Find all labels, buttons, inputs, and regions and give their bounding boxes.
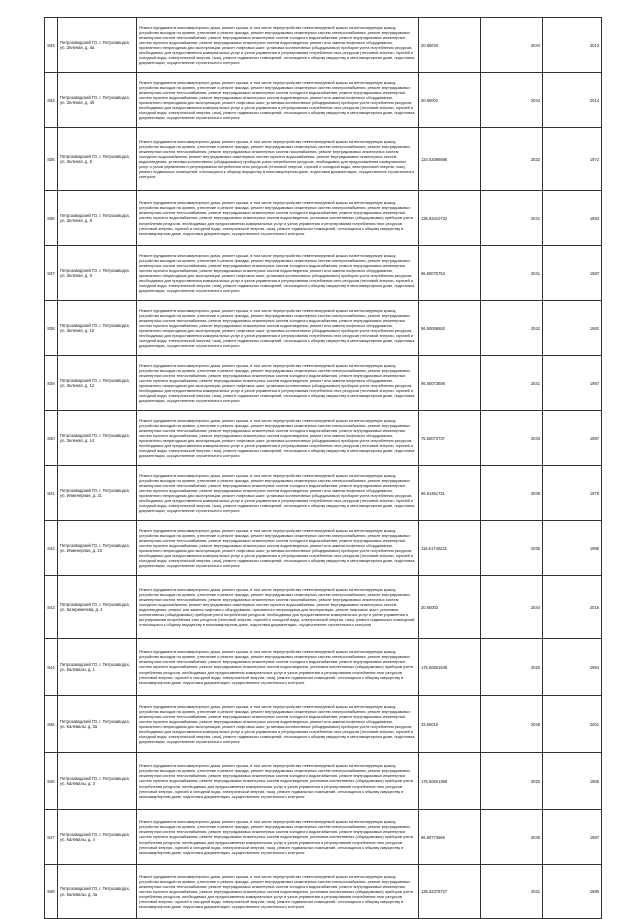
row-address-text: Петрозаводский ГО, г. Петрозаводск, ул. Зеленая, д. 5 <box>60 153 130 164</box>
row-cost-text: 135.52378727 <box>421 889 448 894</box>
table-row <box>45 810 602 865</box>
row-cost <box>419 576 481 639</box>
row-address-text: Петрозаводский ГО, г. Петрозаводск, ул. Калевалы, д. 1 <box>60 661 130 672</box>
row-number-text: 847 <box>47 834 55 840</box>
table-row <box>45 696 602 753</box>
row-built-year-text: 1972 <box>589 156 599 162</box>
row-cost <box>419 753 481 810</box>
row-cost <box>419 246 481 301</box>
table-row <box>45 865 602 919</box>
row-address <box>58 73 137 128</box>
row-cost-text: 96.51361731 <box>421 490 445 496</box>
row-works-text: Ремонт фундамента многоквартирного дома, ремонт крыши, в том числе переустройство невентилируемой крыши на вентилируемую крышу, устройство выходов на кровлю, утепление и ремонт фасада, ремонт внутридомовых инженерных систем электроснабжения, ремонт внутридомовых инженерных систем теплоснабжения, ремонт внутридомовых инженерных систем газоснабжения, ремонт внутридомовых инженерных систем холодного водоснабжения, ремонт внутридомовых инженерных систем горячего водоснабжения, ремонт внутридомовых инженерных систем водоотведения, установка коллективных (общедомовых) приборов учета потребления ресурсов, необходимых для предоставления коммунальных услуг и узлов управления и регулирования потребления этих ресурсов (тепловой энергии, горячей и холодной воды, электрической энергии, газа), ремонт подвальных помещений, относящихся к общему имуществу в многоквартирном доме, подготовка документации, осуществление строительного контроля <box>139 138 414 180</box>
row-number <box>45 411 58 466</box>
row-year <box>481 466 543 521</box>
row-cost <box>419 810 481 865</box>
row-cost <box>419 18 481 73</box>
row-cost-text: 96.50073686 <box>421 380 445 386</box>
row-works-text: Ремонт фундамента многоквартирного дома, ремонт крыши, в том числе переустройство невентилируемой крыши на вентилируемую крышу, устройство выходов на кровлю, утепление и ремонт фасада, ремонт внутридомовых инженерных систем электроснабжения, ремонт внутридомовых инженерных систем теплоснабжения, ремонт внутридомовых инженерных систем холодного водоснабжения, ремонт внутридомовых инженерных систем горячего водоснабжения, ремонт внутридомовых инженерных систем водоотведения, установка коллективных (общедомовых) приборов учета потребления ресурсов, необходимых для предоставления коммунальных услуг и узлов управления и регулирования потребления этих ресурсов (тепловой энергии, горячей и холодной воды, электрической энергии, газа), ремонт подвальных помещений, относящихся к общему имуществу в многоквартирном доме, подготовка документации, осуществление строительного контроля <box>139 200 413 236</box>
row-built-year-text: 1987 <box>589 435 599 441</box>
table-row <box>45 466 602 521</box>
row-number <box>45 466 58 521</box>
row-year-text: 2032 <box>530 156 540 162</box>
row-works <box>137 810 419 865</box>
row-built-year-text: 1987 <box>589 834 599 840</box>
row-works-text: Ремонт фундамента многоквартирного дома, ремонт крыши, в том числе переустройство невентилируемой крыши на вентилируемую крышу, устройство выходов на кровлю, утепление и ремонт фасада, ремонт внутридомовых инженерных систем электроснабжения, ремонт внутридомовых инженерных систем теплоснабжения, ремонт внутридомовых инженерных систем холодного водоснабжения, ремонт внутридомовых инженерных систем горячего водоснабжения, ремонт внутридомовых инженерных систем водоотведения, ремонт или замена лифтового оборудования, признанного непригодным для эксплуатации, ремонт лифтовых шахт, установка коллективных (общедомовых) приборов учета потребления ресурсов, необходимых для предоставления коммунальных услуг и узлов управления и регулирования потребления этих ресурсов (тепловой энергии, горячей и холодной воды, электрической энергии, газа), ремонт подвальных помещений, относящихся к общему имуществу в многоквартирном доме, подготовка документации, осуществление строительного контроля <box>139 252 415 294</box>
row-cost <box>419 411 481 466</box>
row-works <box>137 356 419 411</box>
row-address-text: Петрозаводский ГО, г. Петрозаводск, ул. Калевалы, д. 4а <box>60 886 130 897</box>
row-year-text: 2044 <box>530 604 540 610</box>
row-year-text: 2042 <box>530 325 540 331</box>
row-year-text: 2041 <box>530 270 540 276</box>
row-number-text: 841 <box>47 490 55 496</box>
row-cost-text: 33.50015 <box>421 721 439 727</box>
row-number <box>45 810 58 865</box>
row-year <box>481 301 543 356</box>
row-works <box>137 696 419 753</box>
table-row <box>45 73 602 128</box>
row-address-text: Петрозаводский ГО, г. Петрозаводск, ул. Зеленая, д. 4б <box>60 94 130 105</box>
row-cost-text: 20.60002 <box>421 97 439 103</box>
row-works <box>137 73 419 128</box>
row-cost <box>419 865 481 919</box>
row-address <box>58 301 137 356</box>
row-number <box>45 356 58 411</box>
row-address-text: Петрозаводский ГО, г. Петрозаводск, ул. Зеленая, д. 9 <box>60 267 130 278</box>
row-cost <box>419 639 481 696</box>
row-cost-text: 96.50075753 <box>421 270 445 276</box>
row-cost-text: 20.60033 <box>421 42 439 48</box>
row-works <box>137 411 419 466</box>
row-year <box>481 521 543 576</box>
row-year <box>481 810 543 865</box>
row-year <box>481 696 543 753</box>
row-number <box>45 73 58 128</box>
row-address <box>58 411 137 466</box>
row-built-year <box>543 639 602 696</box>
table-row <box>45 576 602 639</box>
row-works-text: Ремонт фундамента многоквартирного дома, ремонт крыши, в том числе переустройство невентилируемой крыши на вентилируемую крышу, устройство выходов на кровлю, утепление и ремонт фасада, ремонт внутридомовых инженерных систем электроснабжения, ремонт внутридомовых инженерных систем теплоснабжения, ремонт внутридомовых инженерных систем холодного водоснабжения, ремонт внутридомовых инженерных систем горячего водоснабжения, ремонт внутридомовых инженерных систем водоотведения, ремонт или замена лифтового оборудования, признанного непригодным для эксплуатации, ремонт лифтовых шахт, установка коллективных (общедомовых) приборов учета потребления ресурсов, необходимых для предоставления коммунальных услуг и узлов управления и регулирования потребления этих ресурсов (тепловой энергии, горячей и холодной воды, электрической энергии, газа), ремонт подвальных помещений, относящихся к общему имуществу в многоквартирном доме, подготовка документации, осуществление строительного контроля <box>139 79 415 121</box>
row-built-year <box>543 18 602 73</box>
row-built-year-text: 1979 <box>589 490 599 496</box>
row-year-text: 2041 <box>530 380 540 386</box>
row-cost-text: 96.50068682 <box>421 325 445 331</box>
repair-program-table <box>44 17 602 919</box>
row-year-text: 2041 <box>530 215 540 221</box>
table-row <box>45 301 602 356</box>
row-works-text: Ремонт фундамента многоквартирного дома, ремонт крыши, в том числе переустройство невентилируемой крыши на вентилируемую крышу, устройство выходов на кровлю, утепление и ремонт фасада, ремонт внутридомовых инженерных систем электроснабжения, ремонт внутридомовых инженерных систем теплоснабжения, ремонт внутридомовых инженерных систем холодного водоснабжения, ремонт внутридомовых инженерных систем горячего водоснабжения, ремонт внутридомовых инженерных систем водоотведения, ремонт или замена лифтового оборудования, признанного непригодным для эксплуатации, ремонт лифтовых шахт, установка коллективных (общедомовых) приборов учета потребления ресурсов, необходимых для предоставления коммунальных услуг и узлов управления и регулирования потребления этих ресурсов (тепловой энергии, горячей и холодной воды, электрической энергии, газа), ремонт подвальных помещений, относящихся к общему имуществу в многоквартирном доме, подготовка документации, осуществление строительного контроля <box>139 362 415 404</box>
row-address <box>58 246 137 301</box>
row-works <box>137 521 419 576</box>
row-built-year <box>543 356 602 411</box>
row-address <box>58 753 137 810</box>
row-number <box>45 18 58 73</box>
row-cost-text: 115.51740221 <box>421 545 447 551</box>
row-number-text: 838 <box>47 325 55 331</box>
row-number-text: 840 <box>47 435 55 441</box>
row-year <box>481 576 543 639</box>
row-year <box>481 356 543 411</box>
table-row <box>45 128 602 191</box>
row-address-text: Петрозаводский ГО, г. Петрозаводск, ул. Зеленая, д. 10 <box>60 322 130 333</box>
row-address-text: Петрозаводский ГО, г. Петрозаводск, ул. Зеленая, д. 12 <box>60 377 130 388</box>
row-address-text: Петрозаводский ГО, г. Петрозаводск, ул. Калевалы, д. 3 <box>60 775 130 786</box>
row-built-year-text: 1985 <box>589 545 599 551</box>
row-cost <box>419 73 481 128</box>
row-built-year-text: 2001 <box>589 721 599 727</box>
row-works <box>137 576 419 639</box>
row-cost-text: 134.52088686 <box>421 156 448 162</box>
row-number-text: 844 <box>47 664 55 670</box>
row-address <box>58 865 137 919</box>
row-number <box>45 865 58 919</box>
row-works-text: Ремонт фундамента многоквартирного дома, ремонт крыши, в том числе переустройство невентилируемой крыши на вентилируемую крышу, устройство выходов на кровлю, утепление и ремонт фасада, ремонт внутридомовых инженерных систем электроснабжения, ремонт внутридомовых инженерных систем теплоснабжения, ремонт внутридомовых инженерных систем холодного водоснабжения, ремонт внутридомовых инженерных систем горячего водоснабжения, ремонт внутридомовых инженерных систем водоотведения, установка коллективных (общедомовых) приборов учета потребления ресурсов, необходимых для предоставления коммунальных услуг и узлов управления и регулирования потребления этих ресурсов (тепловой энергии, горячей и холодной воды, электрической энергии, газа), ремонт подвальных помещений, относящихся к общему имуществу в многоквартирном доме, подготовка документации, осуществление строительного контроля <box>139 649 413 685</box>
row-built-year <box>543 301 602 356</box>
row-number <box>45 639 58 696</box>
row-address <box>58 639 137 696</box>
table-body <box>45 18 602 919</box>
row-year-text: 2044 <box>530 97 540 103</box>
row-number-text: 835 <box>47 156 55 162</box>
row-works <box>137 301 419 356</box>
table-row <box>45 411 602 466</box>
row-works <box>137 466 419 521</box>
row-number-text: 836 <box>47 215 55 221</box>
row-address <box>58 521 137 576</box>
row-year <box>481 246 543 301</box>
row-works <box>137 639 419 696</box>
row-built-year <box>543 810 602 865</box>
row-works-text: Ремонт фундамента многоквартирного дома, ремонт крыши, в том числе переустройство невентилируемой крыши на вентилируемую крышу, устройство выходов на кровлю, утепление и ремонт фасада, ремонт внутридомовых инженерных систем электроснабжения, ремонт внутридомовых инженерных систем теплоснабжения, ремонт внутридомовых инженерных систем холодного водоснабжения, ремонт внутридомовых инженерных систем горячего водоснабжения, ремонт внутридомовых инженерных систем водоотведения, ремонт или замена лифтового оборудования, признанного непригодным для эксплуатации, ремонт лифтовых шахт, установка коллективных (общедомовых) приборов учета потребления ресурсов, необходимых для предоставления коммунальных услуг и узлов управления и регулирования потребления этих ресурсов (тепловой энергии, горячей и холодной воды, электрической энергии, газа), ремонт подвальных помещений, относящихся к общему имуществу в многоквартирном доме, подготовка документации, осуществление строительного контроля <box>139 307 415 349</box>
table-row <box>45 753 602 810</box>
row-number <box>45 521 58 576</box>
row-year-text: 2039 <box>530 490 540 496</box>
row-address <box>58 18 137 73</box>
row-number-text: 839 <box>47 380 55 386</box>
row-year <box>481 128 543 191</box>
table-row <box>45 521 602 576</box>
row-cost-text: 75.50073737 <box>421 435 445 441</box>
row-cost <box>419 466 481 521</box>
row-number-text: 845 <box>47 721 55 727</box>
row-year <box>481 191 543 246</box>
row-cost <box>419 301 481 356</box>
row-number <box>45 128 58 191</box>
row-address <box>58 810 137 865</box>
row-address <box>58 356 137 411</box>
row-number-text: 843 <box>47 604 55 610</box>
row-year-text: 2044 <box>530 42 540 48</box>
row-address-text: Петрозаводский ГО, г. Петрозаводск, ул. Зеленая, д. 4а <box>60 39 130 50</box>
row-cost-text: 175.50601639 <box>421 664 448 670</box>
row-cost <box>419 696 481 753</box>
row-built-year <box>543 696 602 753</box>
row-built-year-text: 1987 <box>589 270 599 276</box>
table-row <box>45 356 602 411</box>
row-address-text: Петрозаводский ГО, г. Петрозаводск, ул. Инженерная, д. 21 <box>60 487 130 498</box>
row-number <box>45 191 58 246</box>
row-year-text: 2043 <box>530 435 540 441</box>
row-number <box>45 576 58 639</box>
row-works-text: Ремонт фундамента многоквартирного дома, ремонт крыши, в том числе переустройство невентилируемой крыши на вентилируемую крышу, устройство выходов на кровлю, утепление и ремонт фасада, ремонт внутридомовых инженерных систем электроснабжения, ремонт внутридомовых инженерных систем теплоснабжения, ремонт внутридомовых инженерных систем холодного водоснабжения, ремонт внутридомовых инженерных систем горячего водоснабжения, ремонт внутридомовых инженерных систем водоотведения, ремонт или замена лифтового оборудования, признанного непригодным для эксплуатации, ремонт лифтовых шахт, установка коллективных (общедомовых) приборов учета потребления ресурсов, необходимых для предоставления коммунальных услуг и узлов управления и регулирования потребления этих ресурсов (тепловой энергии, горячей и холодной воды, электрической энергии, газа), ремонт подвальных помещений, относящихся к общему имуществу в многоквартирном доме, подготовка документации, осуществление строительного контроля <box>139 472 415 514</box>
row-built-year-text: 2013 <box>589 42 599 48</box>
row-year <box>481 73 543 128</box>
row-built-year <box>543 466 602 521</box>
row-address-text: Петрозаводский ГО, г. Петрозаводск, ул. Зеленая, д. 14 <box>60 432 130 443</box>
table-row <box>45 191 602 246</box>
row-built-year <box>543 521 602 576</box>
row-works <box>137 128 419 191</box>
row-year-text: 2040 <box>530 834 540 840</box>
row-cost <box>419 128 481 191</box>
row-year <box>481 639 543 696</box>
row-address-text: Петрозаводский ГО, г. Петрозаводск, ул. Инженерная, д. 23 <box>60 542 130 553</box>
row-cost <box>419 356 481 411</box>
row-built-year-text: 1984 <box>589 664 599 670</box>
row-works-text: Ремонт фундамента многоквартирного дома, ремонт крыши, в том числе переустройство невентилируемой крыши на вентилируемую крышу, устройство выходов на кровлю, утепление и ремонт фасада, ремонт внутридомовых инженерных систем электроснабжения, ремонт внутридомовых инженерных систем теплоснабжения, ремонт внутридомовых инженерных систем газоснабжения, ремонт внутридомовых инженерных систем холодного водоснабжения, ремонт внутридомовых инженерных систем горячего водоснабжения, ремонт внутридомовых инженерных систем водоотведения, ремонт или замена лифтового оборудования, признанного непригодным для эксплуатации, ремонт лифтовых шахт, установка коллективных (общедомовых) приборов учета потребления ресурсов, необходимых для предоставления коммунальных услуг и узлов управления и регулирования потребления этих ресурсов (тепловой энергии, горячей и холодной воды, электрической энергии, газа), ремонт подвальных помещений, относящихся к общему имуществу в многоквартирном доме, подготовка документации, осуществление строительного контроля <box>139 586 416 628</box>
row-year-text: 2045 <box>530 721 540 727</box>
table-row <box>45 639 602 696</box>
row-address-text: Петрозаводский ГО, г. Петрозаводск, ул. Калевалы, д. 3а <box>60 718 130 729</box>
row-number <box>45 696 58 753</box>
row-works <box>137 865 419 919</box>
row-cost-text: 175.50601369 <box>421 778 448 784</box>
row-works-text: Ремонт фундамента многоквартирного дома, ремонт крыши, в том числе переустройство невентилируемой крыши на вентилируемую крышу, устройство выходов на кровлю, утепление и ремонт фасада, ремонт внутридомовых инженерных систем электроснабжения, ремонт внутридомовых инженерных систем теплоснабжения, ремонт внутридомовых инженерных систем холодного водоснабжения, ремонт внутридомовых инженерных систем горячего водоснабжения, ремонт внутридомовых инженерных систем водоотведения, установка коллективных (общедомовых) приборов учета потребления ресурсов, необходимых для предоставления коммунальных услуг и узлов управления и регулирования потребления этих ресурсов (тепловой энергии, горячей и холодной воды, электрической энергии, газа), ремонт подвальных помещений, относящихся к общему имуществу в многоквартирном доме, подготовка документации, осуществление строительного контроля <box>139 873 413 910</box>
row-built-year-text: 2016 <box>589 604 599 610</box>
row-works-text: Ремонт фундамента многоквартирного дома, ремонт крыши, в том числе переустройство невентилируемой крыши на вентилируемую крышу, устройство выходов на кровлю, утепление и ремонт фасада, ремонт внутридомовых инженерных систем электроснабжения, ремонт внутридомовых инженерных систем теплоснабжения, ремонт внутридомовых инженерных систем холодного водоснабжения, ремонт внутридомовых инженерных систем горячего водоснабжения, ремонт внутридомовых инженерных систем водоотведения, установка коллективных (общедомовых) приборов учета потребления ресурсов, необходимых для предоставления коммунальных услуг и узлов управления и регулирования потребления этих ресурсов (тепловой энергии, горячей и холодной воды, электрической энергии, газа), ремонт подвальных помещений, относящихся к общему имуществу в многоквартирном доме, подготовка документации, осуществление строительного контроля <box>139 819 413 855</box>
row-number <box>45 246 58 301</box>
row-address-text: Петрозаводский ГО, г. Петрозаводск, ул. Зеленая, д. 8 <box>60 212 130 223</box>
table-row <box>45 18 602 73</box>
row-number-text: 833 <box>47 42 55 48</box>
row-works <box>137 191 419 246</box>
row-works-text: Ремонт фундамента многоквартирного дома, ремонт крыши, в том числе переустройство невентилируемой крыши на вентилируемую крышу, устройство выходов на кровлю, утепление и ремонт фасада, ремонт внутридомовых инженерных систем электроснабжения, ремонт внутридомовых инженерных систем теплоснабжения, ремонт внутридомовых инженерных систем холодного водоснабжения, ремонт внутридомовых инженерных систем горячего водоснабжения, ремонт внутридомовых инженерных систем водоотведения, ремонт или замена лифтового оборудования, признанного непригодным для эксплуатации, ремонт лифтовых шахт, установка коллективных (общедомовых) приборов учета потребления ресурсов, необходимых для предоставления коммунальных услуг и узлов управления и регулирования потребления этих ресурсов (тепловой энергии, горячей и холодной воды, электрической энергии, газа), ремонт подвальных помещений, относящихся к общему имуществу в многоквартирном доме, подготовка документации, осуществление строительного контроля <box>139 527 415 569</box>
row-cost-text: 96.50773666 <box>421 834 445 840</box>
row-address <box>58 696 137 753</box>
row-works <box>137 18 419 73</box>
row-number-text: 837 <box>47 270 55 276</box>
row-number <box>45 753 58 810</box>
row-built-year <box>543 246 602 301</box>
row-built-year <box>543 753 602 810</box>
row-built-year <box>543 191 602 246</box>
row-built-year <box>543 128 602 191</box>
row-works <box>137 753 419 810</box>
row-cost-text: 135.83410722 <box>421 215 448 221</box>
row-year-text: 2031 <box>530 889 540 894</box>
row-cost <box>419 191 481 246</box>
table-row <box>45 246 602 301</box>
row-address <box>58 128 137 191</box>
row-number <box>45 301 58 356</box>
row-number-text: 846 <box>47 778 55 784</box>
row-built-year-text: 1980 <box>589 889 599 894</box>
row-number-text: 834 <box>47 97 55 103</box>
row-year-text: 2036 <box>530 545 540 551</box>
row-year <box>481 18 543 73</box>
row-year <box>481 753 543 810</box>
row-built-year <box>543 73 602 128</box>
row-built-year-text: 1982 <box>589 325 599 331</box>
row-works-text: Ремонт фундамента многоквартирного дома, ремонт крыши, в том числе переустройство невентилируемой крыши на вентилируемую крышу, устройство выходов на кровлю, утепление и ремонт фасада, ремонт внутридомовых инженерных систем электроснабжения, ремонт внутридомовых инженерных систем теплоснабжения, ремонт внутридомовых инженерных систем холодного водоснабжения, ремонт внутридомовых инженерных систем горячего водоснабжения, ремонт внутридомовых инженерных систем водоотведения, ремонт или замена лифтового оборудования, признанного непригодным для эксплуатации, ремонт лифтовых шахт, установка коллективных (общедомовых) приборов учета потребления ресурсов, необходимых для предоставления коммунальных услуг и узлов управления и регулирования потребления этих ресурсов (тепловой энергии, горячей и холодной воды, электрической энергии, газа), ремонт подвальных помещений, относящихся к общему имуществу в многоквартирном доме, подготовка документации, осуществление строительного контроля <box>139 417 415 459</box>
row-works-text: Ремонт фундамента многоквартирного дома, ремонт крыши, в том числе переустройство невентилируемой крыши на вентилируемую крышу, устройство выходов на кровлю, утепление и ремонт фасада, ремонт внутридомовых инженерных систем электроснабжения, ремонт внутридомовых инженерных систем теплоснабжения, ремонт внутридомовых инженерных систем холодного водоснабжения, ремонт внутридомовых инженерных систем горячего водоснабжения, ремонт внутридомовых инженерных систем водоотведения, установка коллективных (общедомовых) приборов учета потребления ресурсов, необходимых для предоставления коммунальных услуг и узлов управления и регулирования потребления этих ресурсов (тепловой энергии, горячей и холодной воды, электрической энергии, газа), ремонт подвальных помещений, относящихся к общему имуществу в многоквартирном доме, подготовка документации, осуществление строительного контроля <box>139 763 413 799</box>
row-address-text: Петрозаводский ГО, г. Петрозаводск, ул. Катериничева, д. 4 <box>60 601 130 612</box>
row-cost-text: 20.60002 <box>421 604 439 610</box>
row-year-text: 2020 <box>530 664 540 670</box>
row-address <box>58 191 137 246</box>
row-works-text: Ремонт фундамента многоквартирного дома, ремонт крыши, в том числе переустройство невентилируемой крыши на вентилируемую крышу, устройство выходов на кровлю, утепление и ремонт фасада, ремонт внутридомовых инженерных систем электроснабжения, ремонт внутридомовых инженерных систем теплоснабжения, ремонт внутридомовых инженерных систем холодного водоснабжения, ремонт внутридомовых инженерных систем горячего водоснабжения, ремонт внутридомовых инженерных систем водоотведения, ремонт или замена лифтового оборудования, признанного непригодным для эксплуатации, ремонт лифтовых шахт, установка коллективных (общедомовых) приборов учета потребления ресурсов, необходимых для предоставления коммунальных услуг и узлов управления и регулирования потребления этих ресурсов (тепловой энергии, горячей и холодной воды, электрической энергии, газа), ремонт подвальных помещений, относящихся к общему имуществу в многоквартирном доме, подготовка документации, осуществление строительного контроля <box>139 24 415 66</box>
row-cost <box>419 521 481 576</box>
row-address-text: Петрозаводский ГО, г. Петрозаводск, ул. Калевалы, д. 4 <box>60 831 130 842</box>
row-address <box>58 576 137 639</box>
row-built-year-text: 1966 <box>589 778 599 784</box>
row-built-year <box>543 411 602 466</box>
row-year <box>481 865 543 919</box>
row-built-year <box>543 865 602 919</box>
row-built-year <box>543 576 602 639</box>
row-built-year-text: 1987 <box>589 380 599 386</box>
row-built-year-text: 1983 <box>589 215 599 221</box>
row-year-text: 2020 <box>530 778 540 784</box>
row-address <box>58 466 137 521</box>
row-works <box>137 246 419 301</box>
row-works-text: Ремонт фундамента многоквартирного дома, ремонт крыши, в том числе переустройство невентилируемой крыши на вентилируемую крышу, устройство выходов на кровлю, утепление и ремонт фасада, ремонт внутридомовых инженерных систем электроснабжения, ремонт внутридомовых инженерных систем теплоснабжения, ремонт внутридомовых инженерных систем холодного водоснабжения, ремонт внутридомовых инженерных систем горячего водоснабжения, ремонт внутридомовых инженерных систем водоотведения, ремонт или замена лифтового оборудования, признанного непригодным для эксплуатации, ремонт лифтовых шахт, установка коллективных (общедомовых) приборов учета потребления ресурсов, необходимых для предоставления коммунальных услуг и узлов управления и регулирования потребления этих ресурсов (тепловой энергии, горячей и холодной воды, электрической энергии, газа), ремонт подвальных помещений, относящихся к общему имуществу в многоквартирном доме, подготовка документации, осуществление строительного контроля <box>139 703 415 745</box>
row-built-year-text: 2014 <box>589 97 599 103</box>
row-year <box>481 411 543 466</box>
row-number-text: 842 <box>47 545 55 551</box>
row-number-text: 848 <box>47 889 55 894</box>
